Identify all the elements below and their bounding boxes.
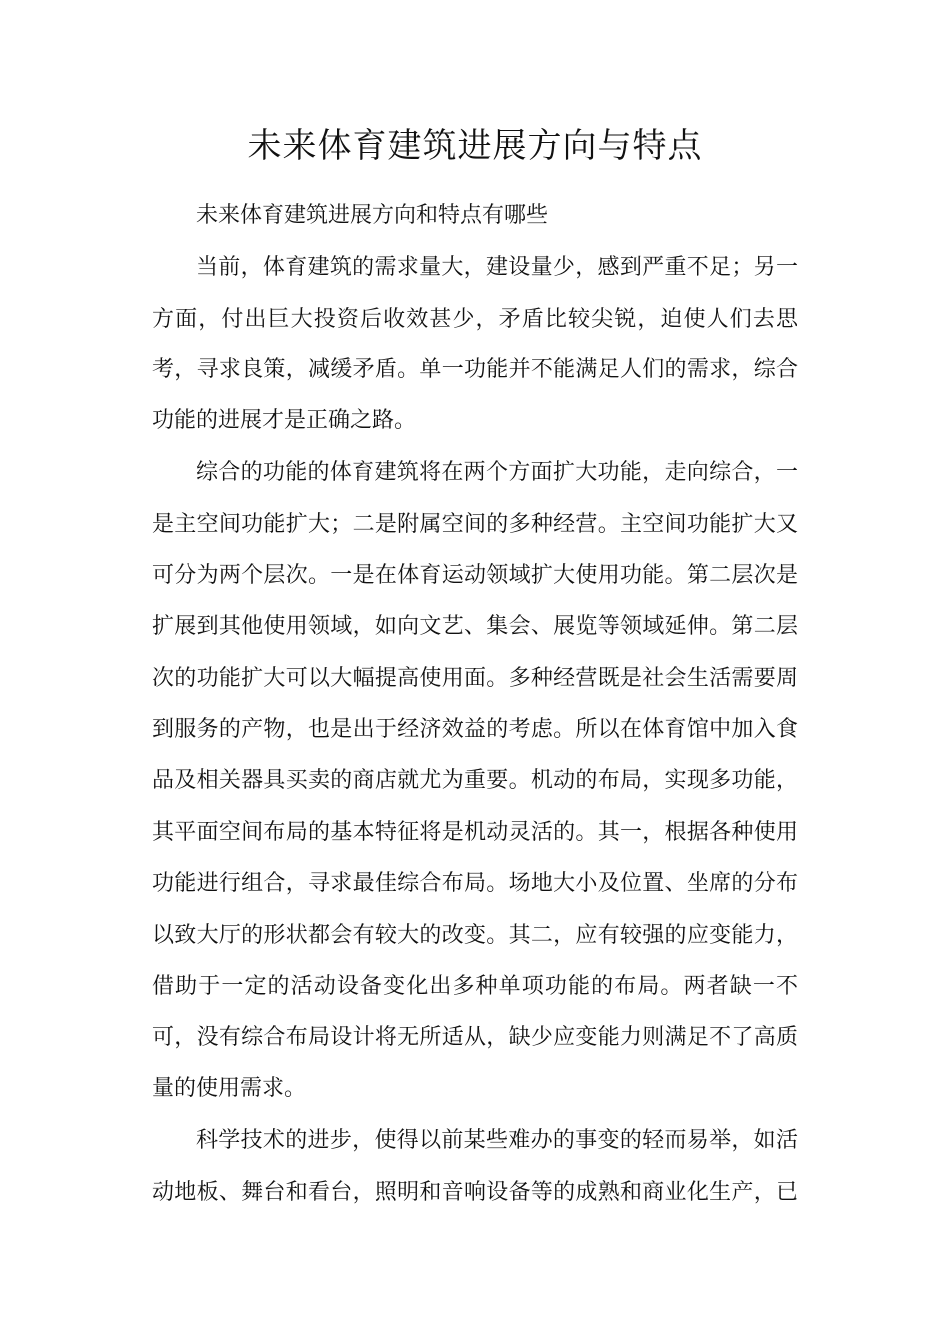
text-line: 科学技术的进步，使得以前某些难办的事变的轻而易举，如活: [196, 1128, 798, 1153]
text-line: 其平面空间布局的基本特征将是机动灵活的。其一，根据各种使用: [152, 820, 798, 845]
text-line: 扩展到其他使用领域，如向文艺、集会、展览等领域延伸。第二层: [152, 614, 798, 639]
text-line: 次的功能扩大可以大幅提高使用面。多种经营既是社会生活需要周: [152, 666, 798, 691]
text-line: 是主空间功能扩大；二是附属空间的多种经营。主空间功能扩大又: [152, 512, 798, 537]
text-line: 到服务的产物，也是出于经济效益的考虑。所以在体育馆中加入食: [152, 717, 798, 742]
document-subtitle: 未来体育建筑进展方向和特点有哪些: [196, 203, 549, 228]
text-line: 综合的功能的体育建筑将在两个方面扩大功能，走向综合，一: [196, 460, 798, 485]
text-line: 方面，付出巨大投资后收效甚少，矛盾比较尖锐，迫使人们去思: [152, 307, 798, 332]
text-line: 量的使用需求。: [152, 1076, 307, 1101]
text-line: 当前，体育建筑的需求量大，建设量少，感到严重不足；另一: [196, 255, 798, 280]
text-line: 可，没有综合布局设计将无所适从，缺少应变能力则满足不了高质: [152, 1025, 798, 1050]
text-line: 考，寻求良策，减缓矛盾。单一功能并不能满足人们的需求，综合: [152, 357, 798, 382]
text-line: 可分为两个层次。一是在体育运动领域扩大使用功能。第二层次是: [152, 563, 798, 588]
text-line: 借助于一定的活动设备变化出多种单项功能的布局。两者缺一不: [152, 974, 798, 999]
text-line: 品及相关器具买卖的商店就尤为重要。机动的布局，实现多功能，: [152, 768, 798, 793]
text-line: 功能的进展才是正确之路。: [152, 408, 417, 433]
text-line: 以致大厅的形状都会有较大的改变。其二，应有较强的应变能力，: [152, 923, 798, 948]
document-title: 未来体育建筑进展方向与特点: [247, 126, 703, 166]
text-line: 功能进行组合，寻求最佳综合布局。场地大小及位置、坐席的分布: [152, 871, 798, 896]
text-line: 动地板、舞台和看台，照明和音响设备等的成熟和商业化生产，已: [152, 1180, 798, 1205]
